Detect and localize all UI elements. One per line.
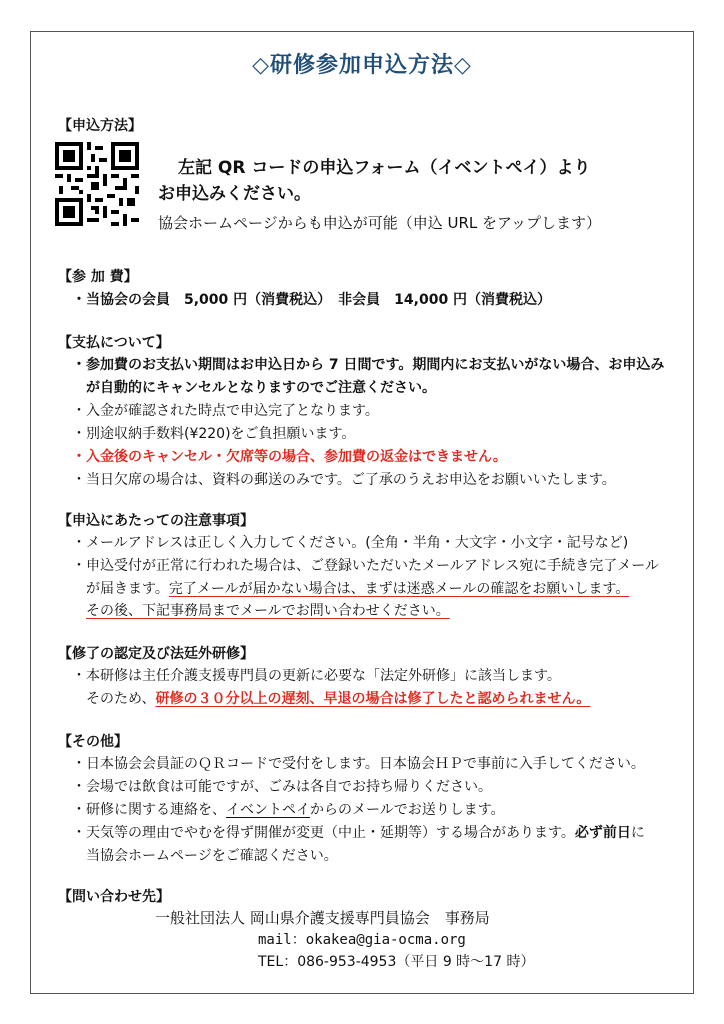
qr-code-icon — [55, 142, 139, 226]
fee-heading: 【参 加 費】 — [58, 269, 138, 285]
apply-note: 協会ホームページからも申込が可能（申込 URL をアップします） — [158, 214, 601, 232]
completion-heading: 【修了の認定及び法廷外研修】 — [58, 646, 254, 662]
notes-line-3 — [86, 578, 629, 598]
completion-line-2 — [86, 688, 590, 708]
other-line-4b: 必ず前日 — [574, 825, 631, 841]
other-line-5: 当協会ホームページをご確認ください。 — [86, 848, 338, 864]
other-line-3 — [72, 799, 505, 819]
other-line-4a: ・天気等の理由でやむを得ず開催が変更（中止・延期等）する場合があります。 — [72, 825, 575, 841]
fee-line: ・当協会の会員 5,000 円（消費税込） 非会員 14,000 円（消費税込） — [72, 292, 552, 308]
payment-line-4: ・別途収納手数料(¥220)をご負担願います。 — [72, 426, 356, 442]
completion-line-2a: そのため、 — [86, 691, 156, 707]
other-line-3c: からのメールでお送りします。 — [310, 802, 505, 818]
other-heading: 【その他】 — [58, 734, 128, 750]
notes-line-4: その後、下記事務局までメールでお問い合わせください。 — [86, 603, 450, 619]
other-line-4 — [72, 822, 645, 842]
contact-mail: mail：okakea@gia-ocma.org — [258, 932, 466, 948]
other-line-1: ・日本協会会員証のＱＲコードで受付をします。日本協会ＨＰで事前に入手してください。 — [72, 756, 645, 772]
notes-line-3a: が届きます。 — [86, 581, 169, 597]
apply-qr-line1: 左記 QR コードの申込フォーム（イベントペイ）より — [178, 158, 591, 178]
other-line-3b: イベントペイ — [226, 802, 310, 818]
other-line-3a: ・研修に関する連絡を、 — [72, 802, 226, 818]
apply-heading: 【申込方法】 — [58, 118, 142, 134]
apply-qr-line2: お申込みください。 — [158, 184, 311, 204]
notes-heading: 【申込にあたっての注意事項】 — [58, 513, 254, 529]
payment-line-2: が自動的にキャンセルとなりますのでご注意ください。 — [86, 380, 436, 396]
contact-heading: 【問い合わせ先】 — [58, 889, 170, 905]
notes-line-2: ・申込受付が正常に行われた場合は、ご登録いただいたメールアドレス宛に手続き完了メール — [72, 558, 660, 574]
completion-line-2b: 研修の３０分以上の遅刻、早退の場合は修了したと認められません。 — [155, 691, 591, 707]
notes-line-1: ・メールアドレスは正しく入力してください。(全角・半角・大文字・小文字・記号など) — [72, 535, 629, 551]
payment-line-3: ・入金が確認された時点で申込完了となります。 — [72, 403, 379, 419]
other-line-2: ・会場では飲食は可能ですが、ごみは各自でお持ち帰りください。 — [72, 779, 492, 795]
payment-line-6: ・当日欠席の場合は、資料の郵送のみです。ご了承のうえお申込をお願いいたします。 — [72, 472, 616, 488]
contact-org: 一般社団法人 岡山県介護支援専門員協会 事務局 — [155, 909, 490, 927]
payment-heading: 【支払について】 — [58, 335, 170, 351]
contact-tel: TEL：086-953-4953（平日 9 時～17 時） — [258, 954, 535, 970]
completion-line-1: ・本研修は主任介護支援専門員の更新に必要な「法定外研修」に該当します。 — [72, 668, 561, 684]
payment-line-5: ・入金後のキャンセル・欠席等の場合、参加費の返金はできません。 — [72, 449, 507, 465]
payment-line-1: ・参加費のお支払い期間はお申込日から 7 日間です。期間内にお支払いがない場合、お申込み — [72, 357, 665, 373]
other-line-4c: に — [630, 825, 645, 841]
notes-line-3b: 完了メールが届かない場合は、まずは迷惑メールの確認をお願いします。 — [168, 581, 630, 597]
page-title: ◇研修参加申込方法◇ — [252, 53, 472, 78]
